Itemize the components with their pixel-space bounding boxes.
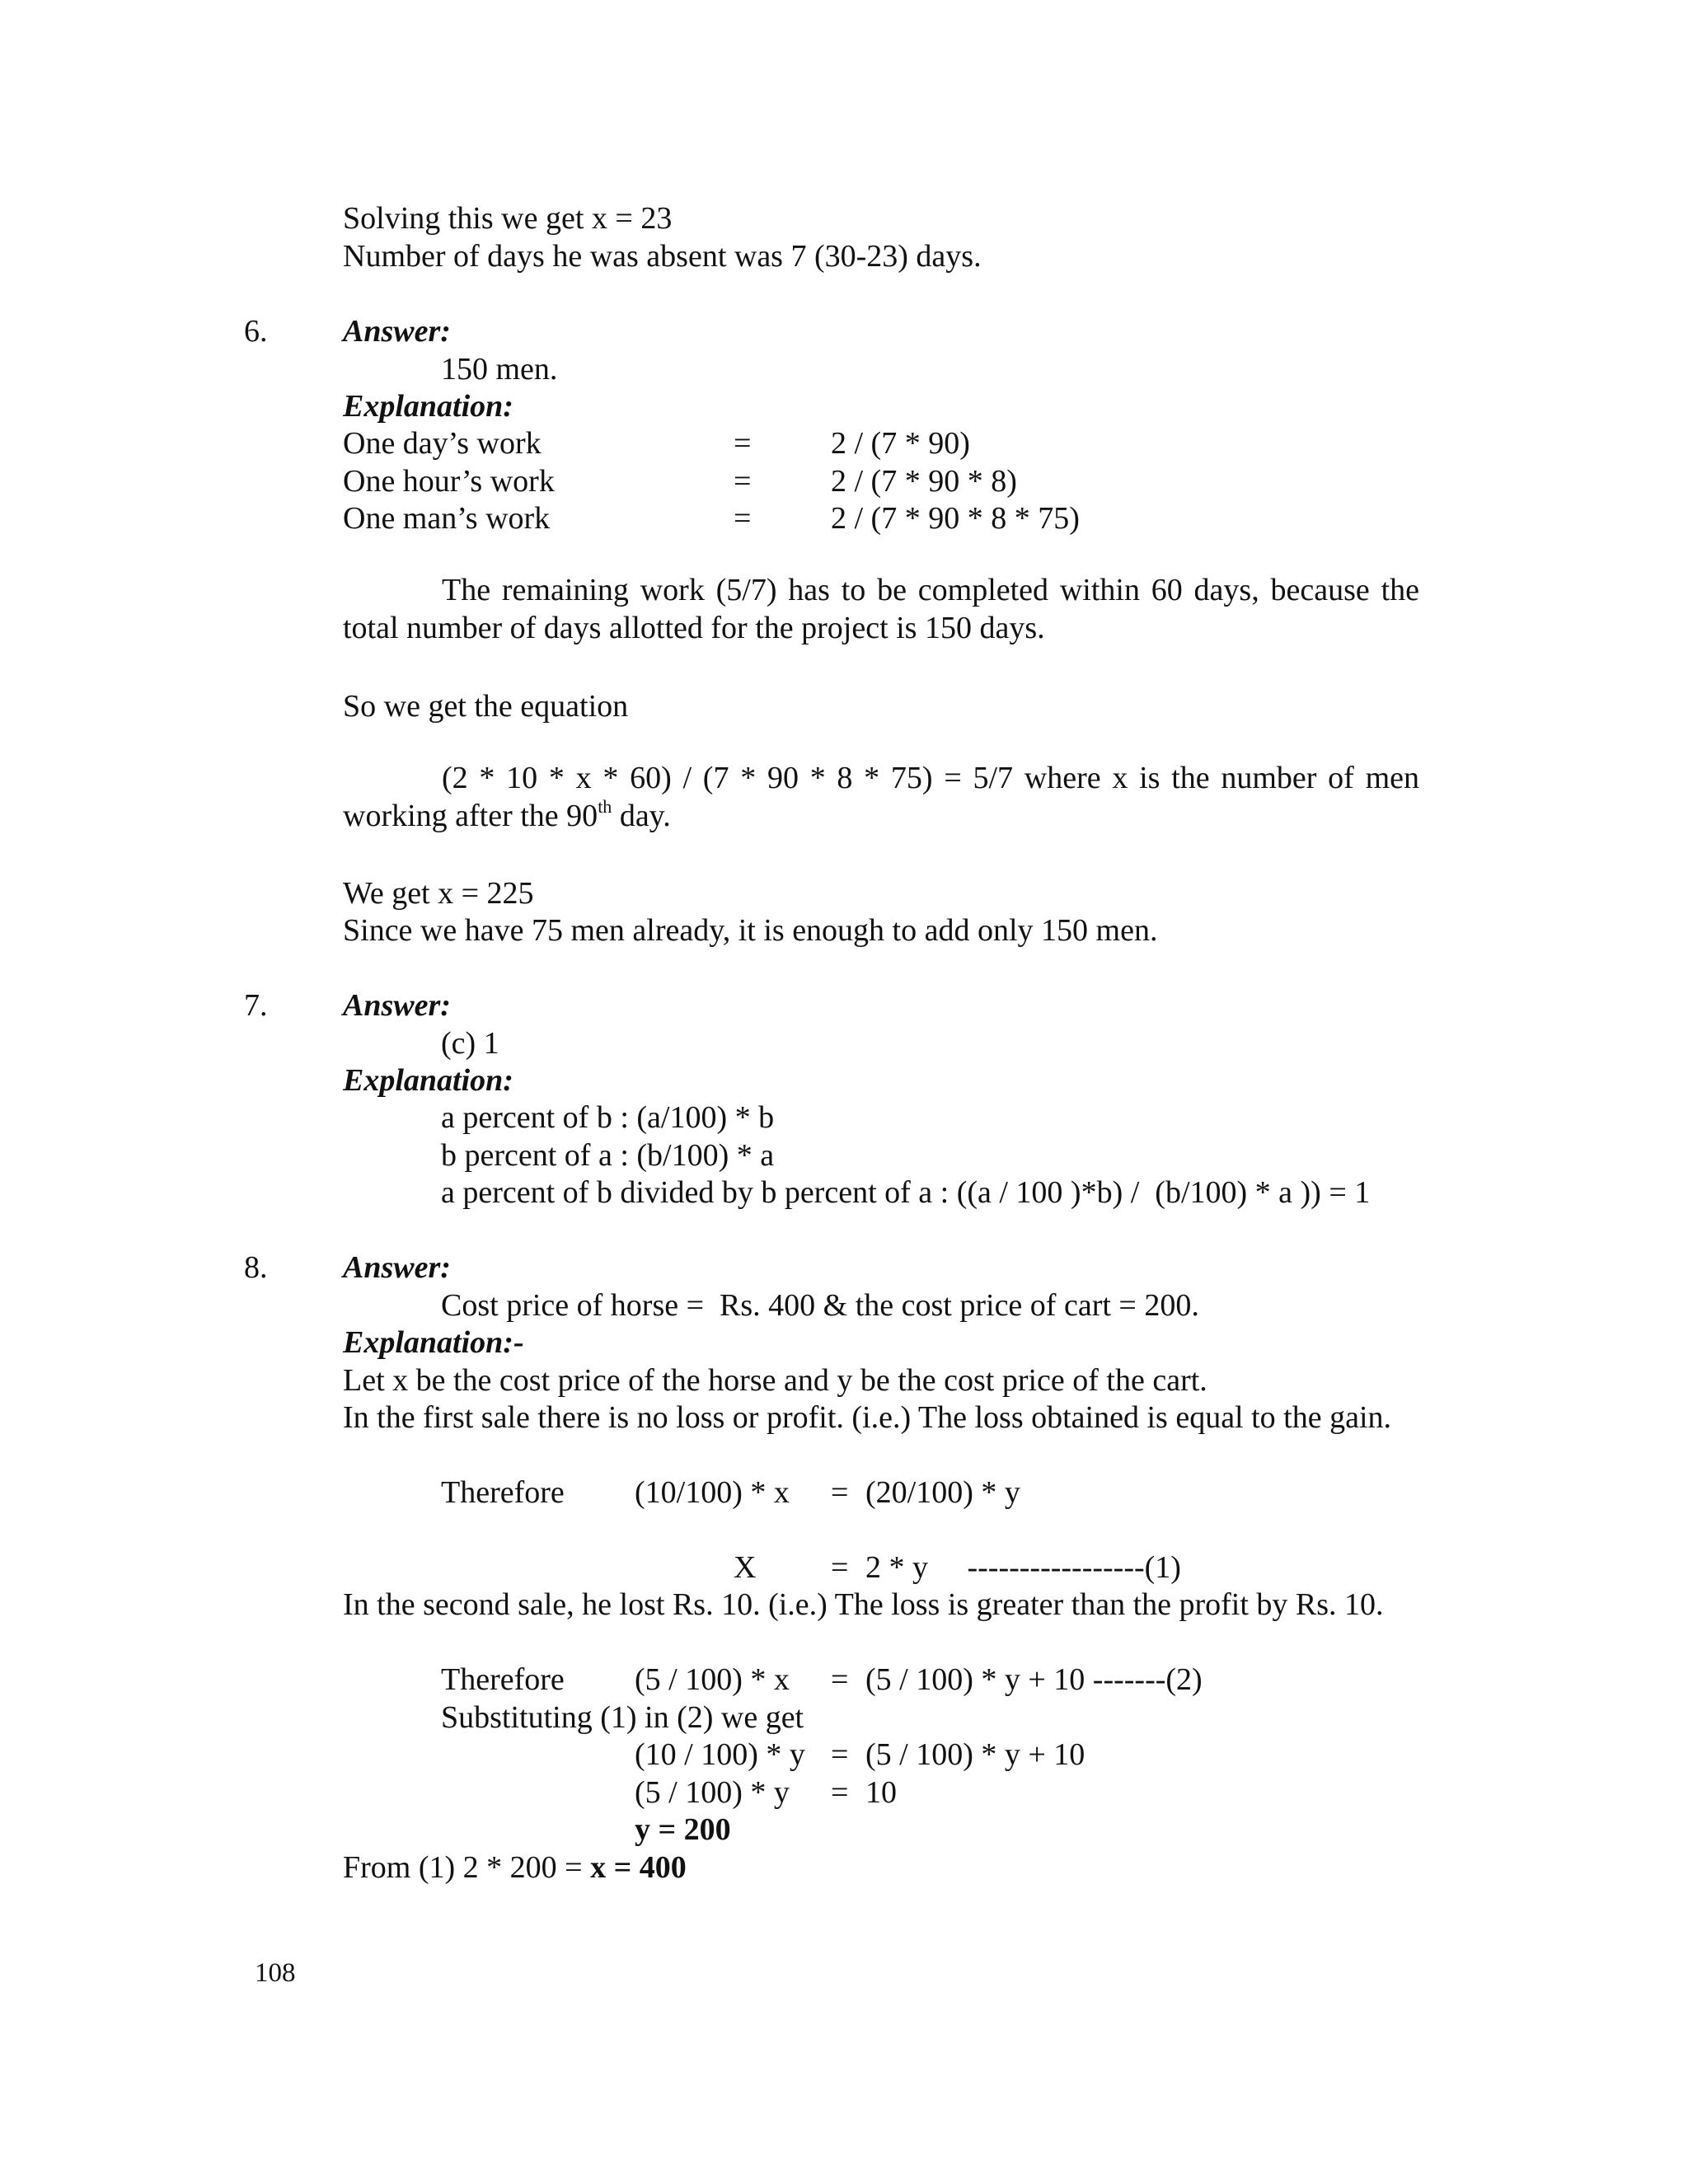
text-line: In the first sale there is no loss or profit. (i.e.) The loss obtained is equal to the gain. (343, 1400, 1392, 1435)
answer-text: 150 men. (441, 352, 558, 387)
result-line: We get x = 225 (343, 876, 534, 911)
equation-lhs: (5 / 100) * y (635, 1775, 790, 1810)
text-line: Solving this we get x = 23 (343, 201, 673, 236)
equation-lhs: (10/100) * x (635, 1475, 790, 1510)
text-line: In the second sale, he lost Rs. 10. (i.e.) The loss is greater than the profit by Rs. 10. (343, 1587, 1384, 1622)
work-row-label: One hour’s work (343, 464, 555, 499)
final-prefix: From (1) 2 * 200 = (343, 1850, 591, 1885)
equation-end: day. (612, 799, 671, 833)
equals-sign: = (831, 1737, 849, 1772)
equals-sign: = (831, 1662, 849, 1697)
paragraph: The remaining work (5/7) has to be completed within 60 days, because the total number of days allotted for the project is 150 days. (343, 573, 1419, 645)
answer-label: Answer: (343, 1250, 451, 1285)
question-number: 6. (244, 314, 268, 349)
equation-rhs: (20/100) * y (865, 1475, 1020, 1510)
equals-sign: = (734, 426, 752, 461)
therefore-label: Therefore (441, 1662, 565, 1697)
y-result: y = 200 (635, 1812, 731, 1847)
explanation-label: Explanation: (343, 1063, 513, 1098)
question-number: 7. (244, 988, 268, 1023)
work-row-value: 2 / (7 * 90) (831, 426, 970, 461)
work-row-value: 2 / (7 * 90 * 8) (831, 464, 1017, 499)
equals-sign: = (831, 1775, 849, 1810)
result-line: Since we have 75 men already, it is enough to add only 150 men. (343, 913, 1158, 948)
answer-text: (c) 1 (441, 1026, 499, 1061)
final-line (343, 1852, 687, 1883)
text-line: Substituting (1) in (2) we get (441, 1700, 804, 1735)
equals-sign: = (734, 501, 752, 536)
work-row-value: 2 / (7 * 90 * 8 * 75) (831, 501, 1080, 536)
page-number: 108 (255, 1958, 296, 1988)
work-row-label: One day’s work (343, 426, 542, 461)
equation-rhs: 10 (865, 1775, 897, 1810)
text-line: So we get the equation (343, 689, 629, 724)
explanation-line: a percent of b divided by b percent of a : ((a / 100 )*b) / (b/100) * a )) = 1 (441, 1175, 1371, 1210)
therefore-label: Therefore (441, 1475, 565, 1510)
explanation-label: Explanation: (343, 389, 513, 424)
equation-rhs: (5 / 100) * y + 10 (865, 1737, 1085, 1772)
superscript: th (598, 796, 612, 817)
equation-lhs: (10 / 100) * y (635, 1737, 805, 1772)
equation-lhs: (5 / 100) * x (635, 1662, 790, 1697)
equation-rhs: 2 * y -----------------(1) (865, 1550, 1181, 1585)
equals-sign: = (734, 464, 752, 499)
text-line: Number of days he was absent was 7 (30-23) days. (343, 239, 982, 274)
equation-lhs: X (734, 1550, 757, 1585)
final-result: x = 400 (590, 1850, 687, 1885)
text-line: Let x be the cost price of the horse and y be the cost price of the cart. (343, 1363, 1207, 1398)
work-row-label: One man’s work (343, 501, 551, 536)
equation-rhs: (5 / 100) * y + 10 -------(2) (865, 1662, 1203, 1697)
explanation-line: b percent of a : (b/100) * a (441, 1138, 775, 1173)
equals-sign: = (831, 1550, 849, 1585)
equation-paragraph (343, 759, 1419, 835)
answer-label: Answer: (343, 988, 451, 1023)
question-number: 8. (244, 1250, 268, 1285)
equals-sign: = (831, 1475, 849, 1510)
explanation-line: a percent of b : (a/100) * b (441, 1100, 775, 1135)
answer-text: Cost price of horse = Rs. 400 & the cost price of cart = 200. (441, 1288, 1199, 1323)
answer-label: Answer: (343, 314, 451, 349)
equation-text: (2 * 10 * x * 60) / (7 * 90 * 8 * 75) = 5/7 where x is the number of men working after the 90 (343, 761, 1419, 833)
explanation-label: Explanation:- (343, 1325, 524, 1360)
